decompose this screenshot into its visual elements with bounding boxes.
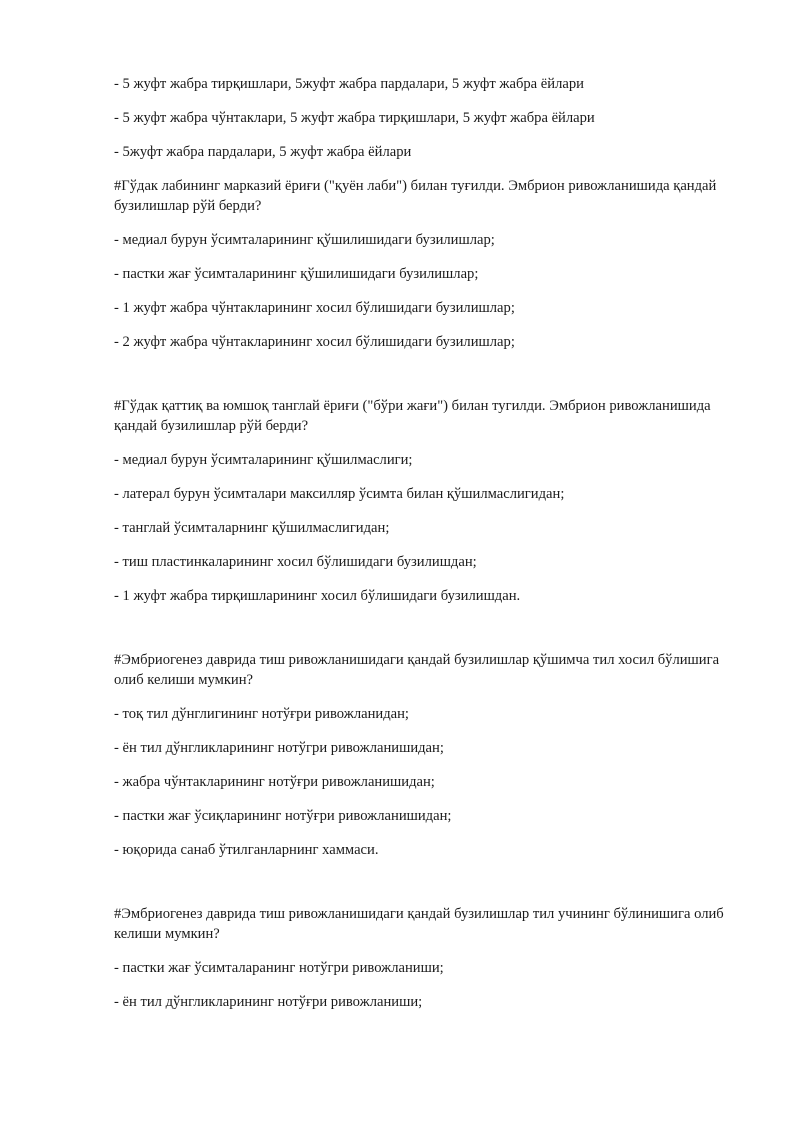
spacer <box>114 874 734 904</box>
answer-option: - 5 жуфт жабра тирқишлари, 5жуфт жабра пардалари, 5 жуфт жабра ёйлари <box>114 76 584 92</box>
question-text: #Гўдак қаттиқ ва юмшоқ танглай ёриғи ("бўри жағи") билан тугилди. Эмбрион ривожланишида қандай бузилишлар рўй берди? <box>114 398 711 434</box>
question-text: #Эмбриогенез даврида тиш ривожланишидаги қандай бузилишлар тил учининг бўлинишига олиб келиши мумкин? <box>114 906 724 942</box>
answer-option: - 1 жуфт жабра тирқишларининг хосил бўлишидаги бузилишдан. <box>114 588 521 604</box>
question-block-2 <box>114 176 734 352</box>
answer-option: - пастки жағ ўсимталаранинг нотўгри ривожланиши; <box>114 960 444 976</box>
question-text: #Гўдак лабининг марказий ёриғи ("қуён лаби") билан туғилди. Эмбрион ривожланишида қандай бузилишлар рўй берди? <box>114 178 717 214</box>
answer-option: - ён тил дўнгликларининг нотўгри ривожланишидан; <box>114 740 444 756</box>
answer-option: - 5 жуфт жабра чўнтаклари, 5 жуфт жабра тирқишлари, 5 жуфт жабра ёйлари <box>114 110 595 126</box>
question-text: #Эмбриогенез даврида тиш ривожланишидаги қандай бузилишлар қўшимча тил хосил бўлишига олиб келиши мумкин? <box>114 652 720 688</box>
question-block-4 <box>114 650 734 860</box>
answer-option: - танглай ўсимталарнинг қўшилмаслигидан; <box>114 520 390 536</box>
answer-option: - жабра чўнтакларининг нотўғри ривожланишидан; <box>114 774 435 790</box>
answer-option: - ён тил дўнгликларининг нотўғри ривожланиши; <box>114 994 423 1010</box>
spacer <box>114 620 734 650</box>
spacer <box>114 366 734 396</box>
answer-option: - тоқ тил дўнглигининг нотўғри ривожланидан; <box>114 706 409 722</box>
answer-option: - латерал бурун ўсимталари максилляр ўсимта билан қўшилмаслигидан; <box>114 486 565 502</box>
answer-option: - 2 жуфт жабра чўнтакларининг хосил бўлишидаги бузилишлар; <box>114 334 515 350</box>
answer-option: - пастки жағ ўсиқларининг нотўғри ривожланишидан; <box>114 808 452 824</box>
answer-option: - 5жуфт жабра пардалари, 5 жуфт жабра ёйлари <box>114 144 412 160</box>
answer-option: - тиш пластинкаларининг хосил бўлишидаги бузилишдан; <box>114 554 477 570</box>
document-page <box>114 74 734 1026</box>
answer-option: - 1 жуфт жабра чўнтакларининг хосил бўлишидаги бузилишлар; <box>114 300 515 316</box>
answer-option: - медиал бурун ўсимталарининг қўшилмаслиги; <box>114 452 413 468</box>
answer-option: - пастки жағ ўсимталарининг қўшилишидаги бузилишлар; <box>114 266 479 282</box>
answer-option: - медиал бурун ўсимталарининг қўшилишидаги бузилишлар; <box>114 232 495 248</box>
answer-option: - юқорида санаб ўтилганларнинг хаммаси. <box>114 842 379 858</box>
question-block-5 <box>114 904 734 1012</box>
question-block-3 <box>114 396 734 606</box>
question-block-1 <box>114 74 734 162</box>
